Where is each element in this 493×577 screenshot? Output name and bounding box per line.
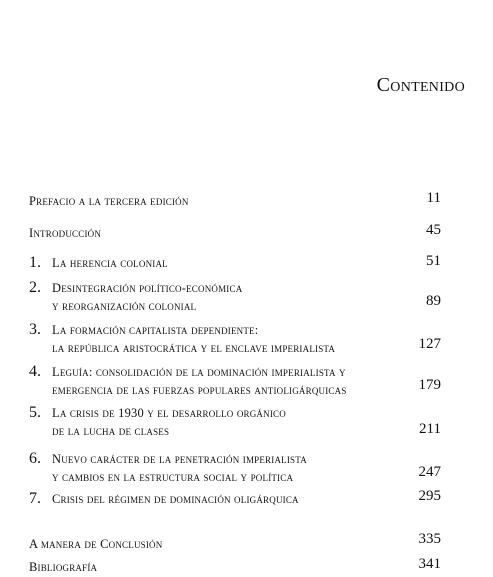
toc-entry-title: Introducción bbox=[29, 226, 102, 240]
toc-entry-title: Leguía: consolidación de la dominación imperialista y bbox=[52, 365, 346, 379]
toc-entry-title: A manera de Conclusión bbox=[29, 537, 163, 551]
toc-entry-subtitle: de la lucha de clases bbox=[52, 424, 170, 438]
toc-entry-title: Crisis del régimen de dominación oligárquica bbox=[52, 492, 299, 506]
toc-entry-number: 1. bbox=[29, 254, 41, 271]
toc-entry-page: 127 bbox=[418, 336, 441, 352]
toc-entry-page: 51 bbox=[426, 253, 441, 269]
toc-entry-title: Prefacio a la tercera edición bbox=[29, 194, 189, 208]
toc-entry-number: 5. bbox=[29, 404, 41, 421]
toc-entry-title: La crisis de 1930 y el desarrollo orgánico bbox=[52, 406, 286, 420]
toc-entry-subtitle: emergencia de las fuerzas populares antioligárquicas bbox=[52, 383, 347, 397]
toc-entry-number: 3. bbox=[29, 321, 41, 338]
toc-entry-page: 11 bbox=[426, 190, 441, 206]
toc-entry-subtitle: y cambios en la estructura social y política bbox=[52, 470, 294, 484]
toc-entry-number: 6. bbox=[29, 450, 41, 467]
toc-entry-subtitle: la república aristocrática y el enclave imperialista bbox=[52, 341, 336, 355]
toc-entry-title: La formación capitalista dependiente: bbox=[52, 323, 259, 337]
toc-entry-page: 211 bbox=[419, 421, 441, 437]
page-title: Contenido bbox=[376, 74, 465, 96]
toc-entry-subtitle: y reorganización colonial bbox=[52, 299, 197, 313]
toc-entry-title: Nuevo carácter de la penetración imperialista bbox=[52, 452, 307, 466]
toc-entry-page: 335 bbox=[418, 531, 441, 547]
toc-entry-page: 341 bbox=[418, 556, 441, 572]
toc-entry-number: 2. bbox=[29, 279, 41, 296]
toc-entry-number: 7. bbox=[29, 490, 41, 507]
toc-entry-page: 89 bbox=[426, 293, 441, 309]
toc-entry-page: 247 bbox=[418, 464, 441, 480]
toc-entry-page: 179 bbox=[418, 377, 441, 393]
toc-entry-page: 295 bbox=[418, 488, 441, 504]
toc-entry-number: 4. bbox=[29, 363, 41, 380]
toc-entry-page: 45 bbox=[426, 222, 441, 238]
toc-entry-title: Bibliografía bbox=[29, 560, 98, 574]
toc-entry-title: La herencia colonial bbox=[52, 256, 168, 270]
toc-entry-title: Desintegración político-económica bbox=[52, 281, 243, 295]
